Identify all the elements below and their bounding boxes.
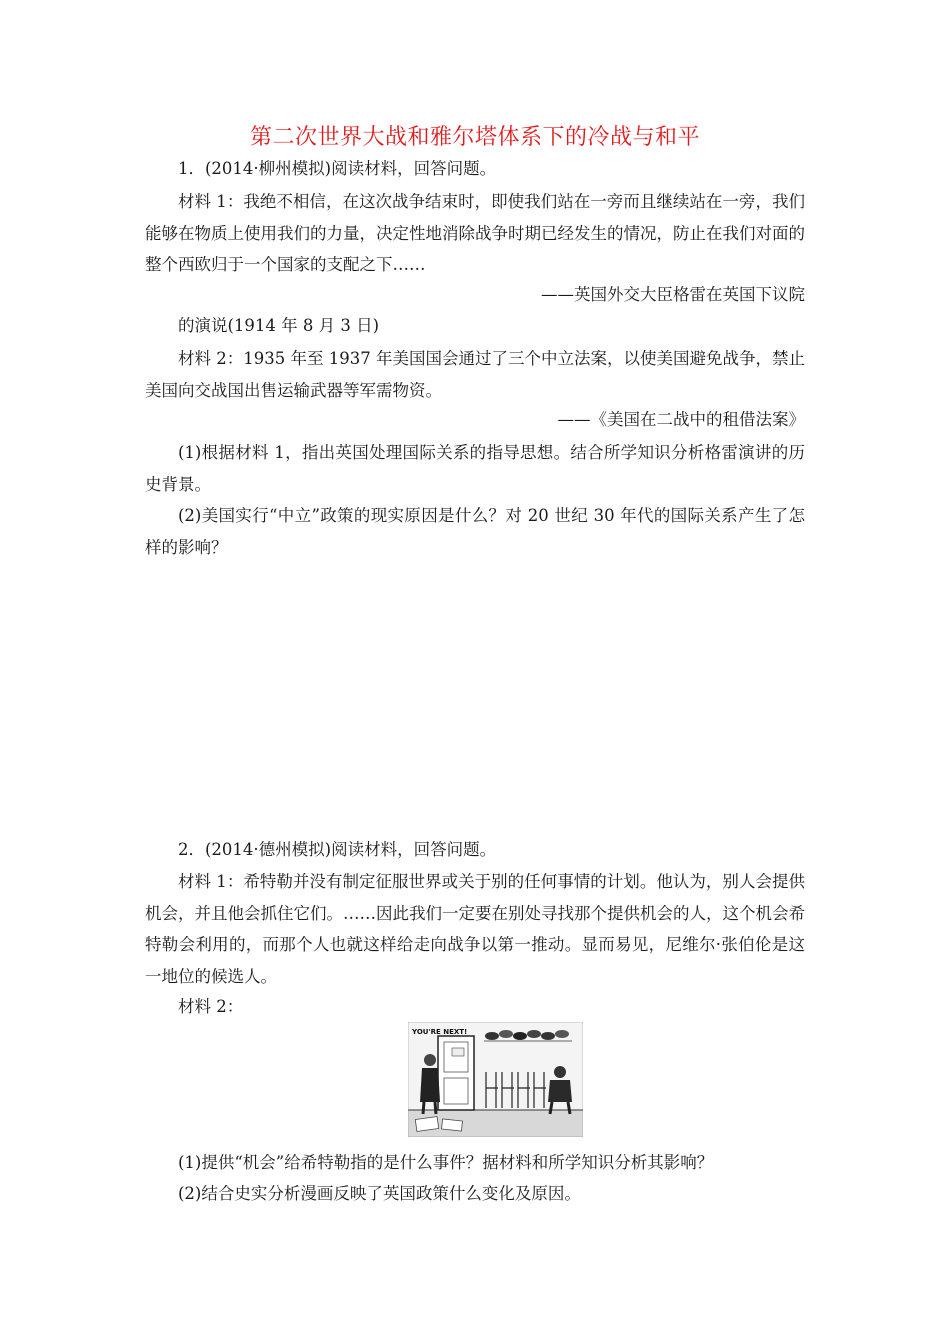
q2-subquestion-2: (2)结合史实分析漫画反映了英国政策什么变化及原因。 <box>178 1184 581 1203</box>
q2-material-1: 材料 1：希特勒并没有制定征服世界或关于别的任何事情的计划。他认为，别人会提供机会，并且他会抓住它们。……因此我们一定要在别处寻找那个提供机会的人，这个机会希特勒会利用的，而那个人也就这样给走向战争以第一推动。显而易见，尼维尔·张伯伦是这一地位的候选人。 <box>145 872 805 986</box>
cartoon-caption: YOU'RE NEXT! <box>412 1028 468 1036</box>
q1-material-1-source-a: ——英国外交大臣格雷在英国下议院 <box>541 285 805 304</box>
cartoon-door <box>438 1036 474 1110</box>
q1-subquestion-1: (1)根据材料 1，指出英国处理国际关系的指导思想。结合所学知识分析格雷演讲的历史背景。 <box>145 443 805 494</box>
q2-material-2-label: 材料 2： <box>178 997 244 1016</box>
q2-subquestion-1: (1)提供“机会”给希特勒指的是什么事件？据材料和所学知识分析其影响？ <box>178 1153 714 1172</box>
cartoon-figure-head <box>424 1054 436 1066</box>
page-title: 第二次世界大战和雅尔塔体系下的冷战与和平 <box>249 125 700 150</box>
cartoon-seated-body <box>548 1080 572 1102</box>
q1-subquestion-2: (2)美国实行“中立”政策的现实原因是什么？对 20 世纪 30 年代的国际关系产生了怎样的影响？ <box>145 506 805 557</box>
question-1-header: 1．(2014·柳州模拟)阅读材料，回答问题。 <box>178 159 497 178</box>
cartoon-image <box>408 1022 583 1137</box>
q1-material-2-source-wrap <box>145 409 805 431</box>
question-2-header: 2．(2014·德州模拟)阅读材料，回答问题。 <box>178 840 497 859</box>
cartoon-seated-head <box>554 1066 566 1078</box>
q1-material-2: 材料 2：1935 年至 1937 年美国国会通过了三个中立法案，以使美国避免战争，禁止美国向交战国出售运输武器等军需物资。 <box>145 349 805 400</box>
cartoon-figure-body <box>420 1068 440 1102</box>
q1-material-1-source-b: 的演说(1914 年 8 月 3 日) <box>178 316 380 335</box>
q1-material-1: 材料 1：我绝不相信，在这次战争结束时，即使我们站在一旁而且继续站在一旁，我们能够在物质上使用我们的力量，决定性地消除战争时期已经发生的情况，防止在我们对面的整个西欧归于一个国家的支配之下…… <box>145 192 805 274</box>
q1-material-2-source: ——《美国在二战中的租借法案》 <box>557 410 805 429</box>
q1-material-1-source <box>145 284 805 306</box>
